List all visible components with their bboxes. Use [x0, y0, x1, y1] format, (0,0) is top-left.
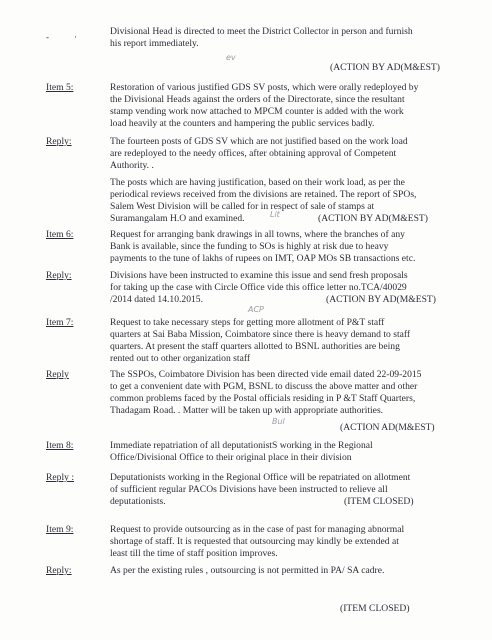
- item9-line: Request to provide outsourcing as in the case of past for managing abnormal: [110, 524, 405, 535]
- item9-line: shortage of staff. It is requested that outsourcing may kindly be extended at: [110, 536, 399, 547]
- item8-line: Immediate repatriation of all deputationistS working in the Regional: [110, 440, 373, 451]
- item7-line: rented out to other organization staff: [110, 353, 251, 364]
- item6-action: (ACTION BY AD(M&EST): [326, 294, 436, 305]
- item5-reply-line: periodical reviews received from the divisions are retained. The report of SPOs,: [110, 189, 417, 200]
- margin-mark: ·: [74, 32, 77, 42]
- item9-label: Item 9:: [46, 524, 74, 535]
- item6-reply-line: for taking up the case with Circle Office vide this office letter no.TCA/40029: [110, 282, 407, 293]
- item8-reply-line: Deputationists working in the Regional Office will be repatriated on allotment: [110, 472, 411, 483]
- item6-line: payments to the tune of lakhs of rupees on IMT, OAP MOs SB transactions etc.: [110, 253, 416, 264]
- item6-reply-line: Divisions have been instructed to examine this issue and send fresh proposals: [110, 270, 408, 281]
- handwritten-initials: ACP: [248, 305, 264, 314]
- item5-reply-line: Suramangalam H.O and examined.: [110, 213, 245, 224]
- item9-line: least till the time of staff position improves.: [110, 548, 278, 559]
- item7-line: quarters at Sai Baba Mission, Coimbatore since there is heavy demand to staff: [110, 329, 411, 340]
- intro-action: (ACTION BY AD(M&EST): [330, 62, 440, 73]
- item7-label: Item 7:: [46, 317, 74, 328]
- item7-reply-line: The SSPOs, Coimbatore Division has been directed vide email dated 22-09-2015: [110, 369, 422, 380]
- item5-reply-label: Reply:: [46, 136, 72, 147]
- item5-reply-line: are redeployed to the needy offices, after obtaining approval of Competent: [110, 148, 397, 159]
- intro-line-1: Divisional Head is directed to meet the District Collector in person and furnish: [110, 26, 413, 37]
- item7-reply-line: Thadagam Road. . Matter will be taken up with appropriate authorities.: [110, 405, 384, 416]
- item7-reply-label: Reply: [46, 369, 69, 380]
- margin-mark: -: [46, 32, 49, 42]
- item6-reply-last: /2014 dated 14.10.2015.: [110, 294, 203, 305]
- item6-reply-label: Reply:: [46, 270, 72, 281]
- item5-label: Item 5:: [46, 82, 74, 93]
- item8-reply-line: of sufficient regular PACOs Divisions have been instructed to relieve all: [110, 484, 388, 495]
- item6-line: Bank is available, since the funding to SOs is highly at risk due to heavy: [110, 241, 389, 252]
- item7-reply-line: to get a convenient date with PGM, BSNL to discuss the above matter and other: [110, 381, 418, 392]
- item7-action: (ACTION AD(M&EST): [340, 422, 435, 433]
- item8-line: Office/Divisional Office to their original place in their division: [110, 452, 352, 463]
- item8-label: Item 8:: [46, 440, 74, 451]
- item8-action: (ITEM CLOSED): [344, 496, 414, 507]
- handwritten-initials: Bul: [272, 417, 285, 426]
- item9-action: (ITEM CLOSED): [340, 603, 410, 614]
- item8-reply-label: Reply :: [46, 472, 74, 483]
- handwritten-initials: ev: [226, 53, 236, 62]
- intro-line-2: his report immediately.: [110, 38, 199, 49]
- item5-line: Restoration of various justified GDS SV posts, which were orally redeployed by: [110, 82, 419, 93]
- item5-reply-line: The posts which are having justification, based on their work load, as per the: [110, 177, 405, 188]
- item7-line: quarters. At present the staff quarters allotted to BSNL authorities are being: [110, 341, 400, 352]
- item6-label: Item 6:: [46, 229, 74, 240]
- item8-reply-last: deputationists.: [110, 496, 166, 507]
- item5-reply-line: Authority. .: [110, 160, 154, 171]
- handwritten-initials: Lit: [270, 210, 280, 219]
- item9-reply-line: As per the existing rules , outsourcing is not permitted in PA/ SA cadre.: [110, 565, 385, 576]
- item5-action: (ACTION BY AD(M&EST): [318, 213, 428, 224]
- item5-line: stamp vending work now attached to MPCM counter is added with the work: [110, 106, 404, 117]
- item6-line: Request for arranging bank drawings in all towns, where the branches of any: [110, 229, 405, 240]
- item5-line: load heavily at the counters and hampering the public services badly.: [110, 118, 375, 129]
- item7-line: Request to take necessary steps for getting more allotment of P&T staff: [110, 317, 385, 328]
- item5-reply-line: Salem West Division will be called for in respect of sale of stamps at: [110, 201, 375, 212]
- item9-reply-label: Reply:: [46, 565, 72, 576]
- item5-line: the Divisional Heads against the orders of the Directorate, since the resultant: [110, 94, 405, 105]
- item5-reply-line: The fourteen posts of GDS SV which are not justified based on the work load: [110, 136, 408, 147]
- item7-reply-line: common problems faced by the Postal officials residing in P &T Staff Quarters,: [110, 393, 416, 404]
